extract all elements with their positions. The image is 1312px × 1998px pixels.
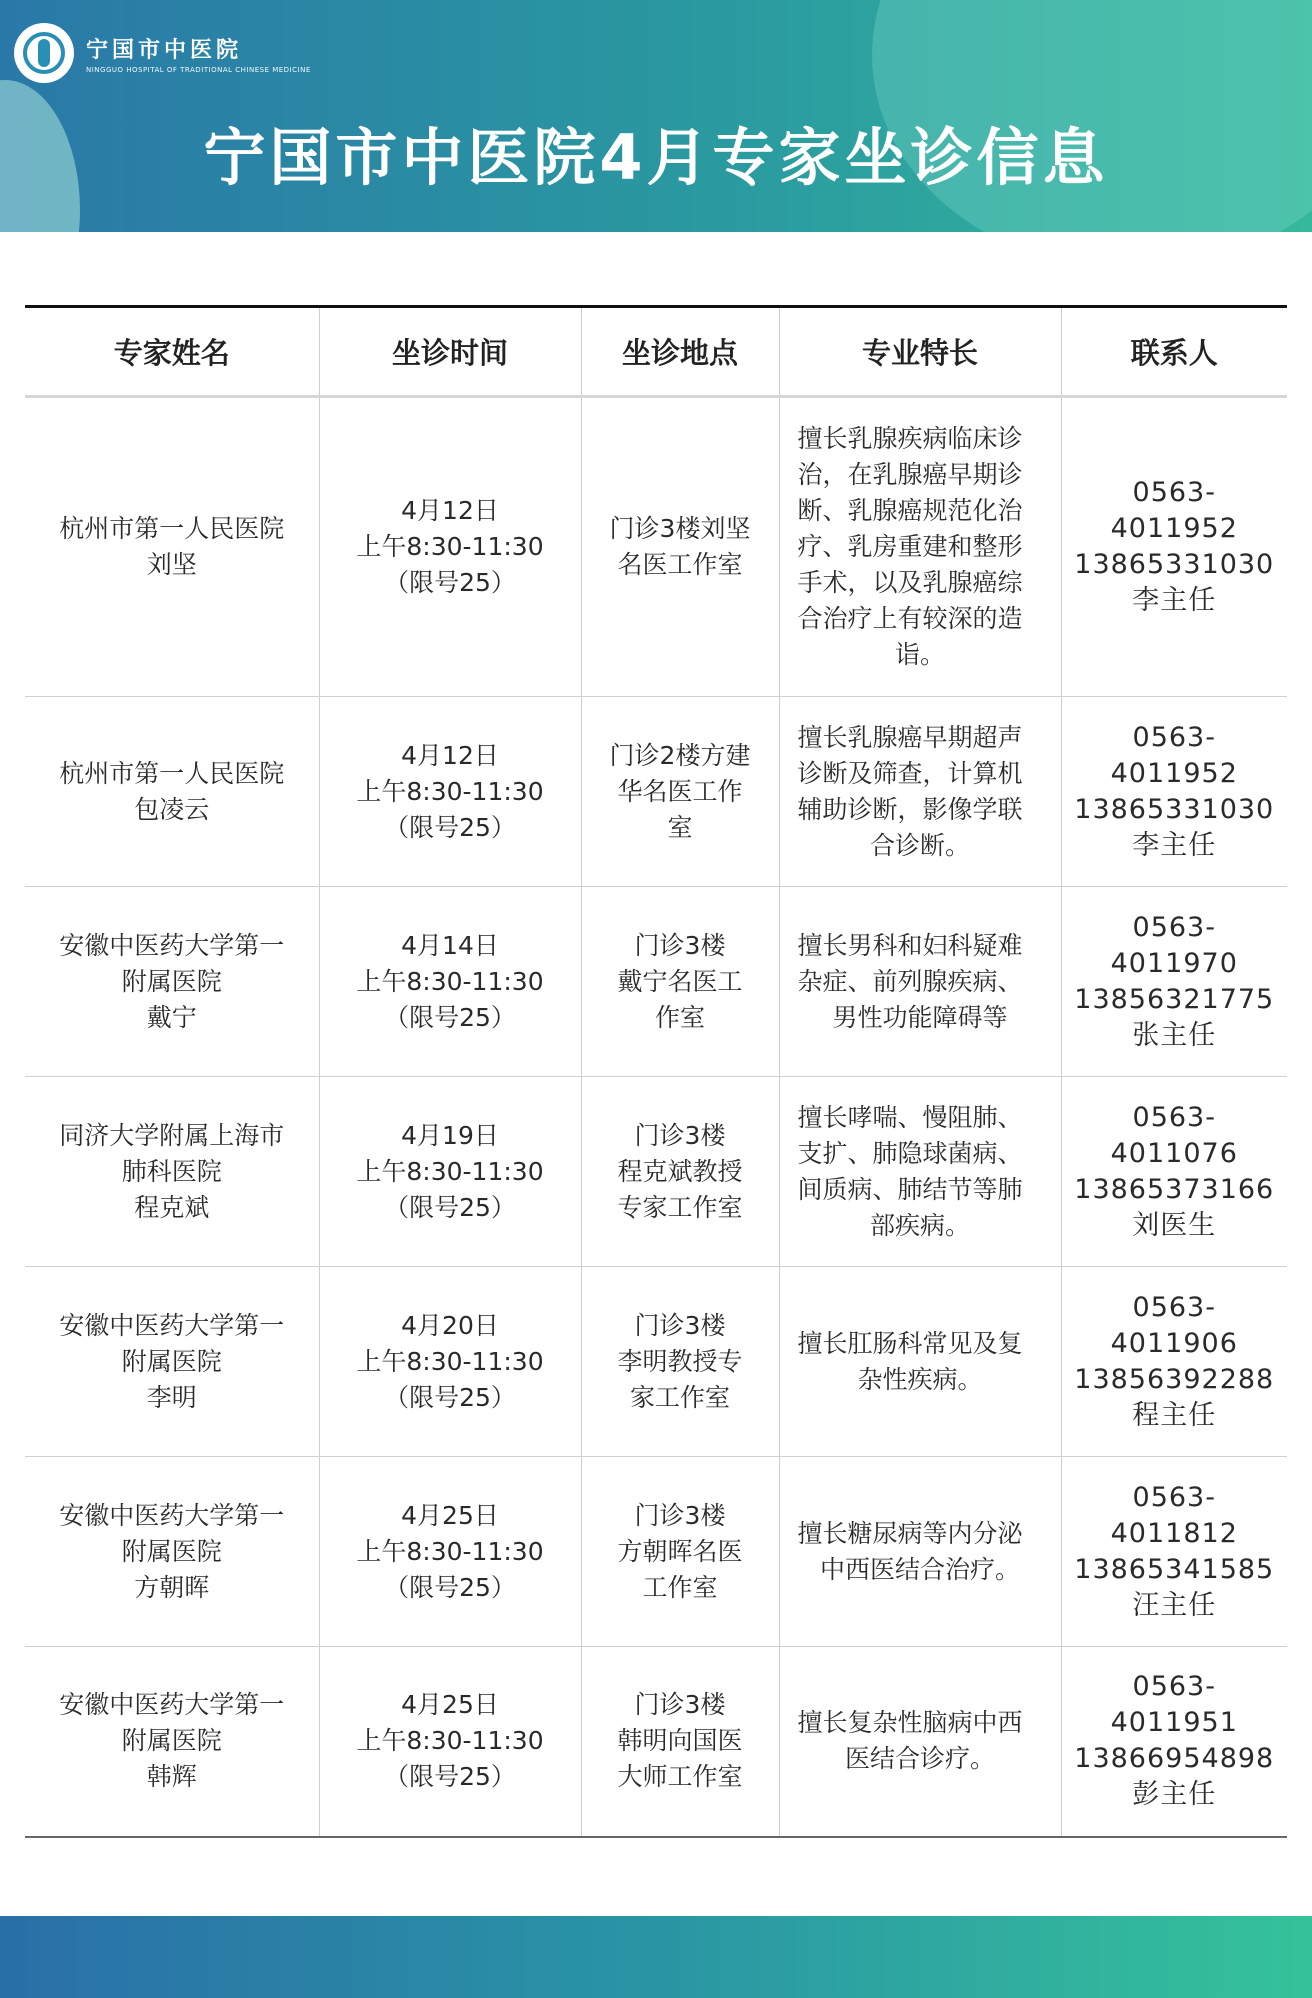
cell-specialty: 擅长复杂性脑病中西医结合诊疗。: [779, 1647, 1061, 1837]
header-clinic-time: 坐诊时间: [319, 307, 581, 397]
logo-text: [86, 33, 311, 74]
header-banner: [0, 0, 1312, 232]
cell-contact: [1061, 397, 1287, 697]
table-row: [25, 1077, 1287, 1267]
cell-clinic-location-line: 家工作室: [629, 1382, 730, 1412]
cell-clinic-location-line: 门诊3楼: [634, 1500, 726, 1530]
cell-clinic-time-line: （限号25）: [384, 1572, 516, 1602]
cell-expert-name: [25, 887, 319, 1077]
cell-clinic-location: [581, 1077, 779, 1267]
cell-expert-name-line: 安徽中医药大学第一: [59, 930, 285, 960]
cell-clinic-location-line: 门诊3楼刘坚: [609, 514, 751, 543]
cell-contact-line: 13856392288: [1074, 1363, 1275, 1395]
cell-expert-name-line: 附属医院: [121, 1726, 222, 1756]
table-header-row: [25, 307, 1287, 397]
cell-expert-name-line: 安徽中医药大学第一: [59, 1690, 285, 1720]
cell-clinic-location-line: 韩明向国医: [617, 1726, 743, 1756]
cell-specialty: 擅长肛肠科常见及复杂性疾病。: [779, 1267, 1061, 1457]
cell-contact: [1061, 1647, 1287, 1837]
table-row: [25, 697, 1287, 887]
cell-clinic-time-line: （限号25）: [384, 568, 516, 597]
logo-english-name: NINGGUO HOSPITAL OF TRADITIONAL CHINESE MEDICINE: [86, 65, 311, 74]
header-clinic-location: 坐诊地点: [581, 307, 779, 397]
cell-contact-line: 0563-: [1132, 721, 1216, 753]
cell-contact-line: 汪主任: [1132, 1589, 1217, 1621]
cell-expert-name-line: 戴宁: [146, 1002, 197, 1032]
cell-clinic-time-line: 上午8:30-11:30: [356, 1536, 544, 1566]
cell-clinic-time-line: 上午8:30-11:30: [356, 776, 544, 806]
cell-specialty: 擅长乳腺癌早期超声诊断及筛查，计算机辅助诊断，影像学联合诊断。: [779, 697, 1061, 887]
cell-contact-line: 4011951: [1110, 1707, 1238, 1739]
cell-expert-name-line: 安徽中医药大学第一: [59, 1310, 285, 1340]
cell-clinic-location-line: 室: [667, 812, 693, 842]
cell-contact-line: 张主任: [1132, 1019, 1217, 1051]
cell-clinic-location: [581, 1647, 779, 1837]
cell-clinic-time-line: 上午8:30-11:30: [356, 1346, 544, 1376]
cell-clinic-location-line: 门诊3楼: [634, 1690, 726, 1720]
page-title: 宁国市中医院4月专家坐诊信息: [203, 121, 1109, 194]
cell-expert-name: [25, 1267, 319, 1457]
logo-name: 宁国市中医院: [86, 36, 243, 63]
cell-expert-name: [25, 697, 319, 887]
cell-clinic-time-line: （限号25）: [384, 812, 516, 842]
cell-clinic-time-line: 4月20日: [401, 1310, 499, 1340]
cell-expert-name-line: 附属医院: [121, 966, 222, 996]
cell-expert-name-line: 李明: [146, 1382, 197, 1412]
cell-clinic-time-line: （限号25）: [384, 1762, 516, 1792]
cell-clinic-location-line: 方朝晖名医: [617, 1536, 743, 1566]
cell-contact-line: 0563-: [1132, 911, 1216, 943]
cell-clinic-location-line: 华名医工作: [617, 776, 743, 806]
cell-expert-name-line: 包凌云: [134, 794, 210, 824]
cell-clinic-time-line: 上午8:30-11:30: [356, 1726, 544, 1756]
cell-contact-line: 4011952: [1110, 757, 1238, 789]
cell-contact-line: 13865331030: [1074, 549, 1275, 580]
cell-clinic-time-line: 4月25日: [401, 1690, 499, 1720]
cell-clinic-location-line: 门诊3楼: [634, 930, 726, 960]
cell-clinic-location: [581, 887, 779, 1077]
cell-clinic-time: [319, 1457, 581, 1647]
hospital-emblem-icon: [14, 23, 74, 83]
cell-clinic-location-line: 名医工作室: [617, 550, 743, 579]
cell-contact: [1061, 1457, 1287, 1647]
cell-clinic-location: [581, 1457, 779, 1647]
cell-contact-line: 4011952: [1110, 513, 1238, 544]
cell-expert-name-line: 杭州市第一人民医院: [59, 514, 285, 543]
cell-clinic-time: [319, 697, 581, 887]
cell-clinic-location-line: 戴宁名医工: [617, 966, 743, 996]
cell-contact-line: 13856321775: [1074, 983, 1275, 1015]
cell-clinic-location-line: 专家工作室: [617, 1192, 743, 1222]
table-row: [25, 1457, 1287, 1647]
cell-clinic-location-line: 程克斌教授: [617, 1156, 743, 1186]
cell-clinic-location-line: 李明教授专: [617, 1346, 743, 1376]
cell-contact: [1061, 1077, 1287, 1267]
cell-clinic-time: [319, 397, 581, 697]
cell-clinic-location-line: 工作室: [642, 1572, 718, 1602]
cell-contact-line: 4011812: [1110, 1517, 1238, 1549]
cell-clinic-time-line: 4月25日: [401, 1500, 499, 1530]
cell-clinic-location: [581, 397, 779, 697]
cell-clinic-time-line: 上午8:30-11:30: [356, 532, 544, 561]
cell-expert-name: [25, 1457, 319, 1647]
cell-contact: [1061, 1267, 1287, 1457]
cell-clinic-time: [319, 1267, 581, 1457]
header-expert-name: 专家姓名: [25, 307, 319, 397]
cell-clinic-time-line: 4月12日: [401, 740, 499, 770]
schedule-table: [25, 305, 1287, 1838]
cell-contact-line: 4011906: [1110, 1327, 1238, 1359]
cell-expert-name-line: 肺科医院: [121, 1156, 222, 1186]
cell-specialty: 擅长男科和妇科疑难杂症、前列腺疾病、男性功能障碍等: [779, 887, 1061, 1077]
cell-clinic-time-line: 4月12日: [401, 496, 499, 525]
header-specialty: 专业特长: [779, 307, 1061, 397]
table-row: [25, 1647, 1287, 1837]
cell-clinic-location-line: 门诊3楼: [634, 1310, 726, 1340]
cell-clinic-location-line: 门诊3楼: [634, 1120, 726, 1150]
cell-contact-line: 程主任: [1132, 1399, 1217, 1431]
cell-specialty: 擅长哮喘、慢阻肺、支扩、肺隐球菌病、间质病、肺结节等肺部疾病。: [779, 1077, 1061, 1267]
cell-clinic-time-line: 上午8:30-11:30: [356, 1156, 544, 1186]
cell-expert-name-line: 同济大学附属上海市: [59, 1120, 285, 1150]
cell-clinic-time: [319, 887, 581, 1077]
cell-clinic-time: [319, 1647, 581, 1837]
cell-expert-name-line: 附属医院: [121, 1346, 222, 1376]
cell-contact-line: 0563-: [1132, 1101, 1216, 1133]
cell-contact-line: 13866954898: [1074, 1743, 1275, 1775]
cell-clinic-time: [319, 1077, 581, 1267]
cell-contact-line: 0563-: [1132, 1481, 1216, 1513]
table-row: [25, 887, 1287, 1077]
table-row: [25, 1267, 1287, 1457]
cell-expert-name-line: 杭州市第一人民医院: [59, 758, 285, 788]
footer-bar: [0, 1916, 1312, 1998]
cell-contact-line: 4011970: [1110, 947, 1238, 979]
cell-expert-name: [25, 1077, 319, 1267]
cell-specialty: 擅长糖尿病等内分泌中西医结合治疗。: [779, 1457, 1061, 1647]
cell-clinic-time-line: 上午8:30-11:30: [356, 966, 544, 996]
table-row: [25, 397, 1287, 697]
cell-clinic-location-line: 大师工作室: [617, 1762, 743, 1792]
cell-expert-name-line: 安徽中医药大学第一: [59, 1500, 285, 1530]
cell-expert-name-line: 韩辉: [146, 1762, 197, 1792]
cell-contact-line: 0563-: [1132, 1671, 1216, 1703]
cell-contact-line: 李主任: [1132, 829, 1217, 861]
cell-clinic-time-line: （限号25）: [384, 1192, 516, 1222]
cell-contact: [1061, 697, 1287, 887]
cell-contact-line: 4011076: [1110, 1137, 1238, 1169]
cell-clinic-time-line: 4月14日: [401, 930, 499, 960]
cell-expert-name-line: 附属医院: [121, 1536, 222, 1566]
cell-expert-name-line: 刘坚: [146, 550, 197, 579]
cell-contact-line: 彭主任: [1132, 1779, 1217, 1811]
cell-specialty: 擅长乳腺疾病临床诊治，在乳腺癌早期诊断、乳腺癌规范化治疗、乳房重建和整形手术，以及乳腺癌综合治疗上有较深的造诣。: [779, 397, 1061, 697]
cell-clinic-location-line: 门诊2楼方建: [609, 740, 751, 770]
cell-clinic-location: [581, 697, 779, 887]
cell-contact-line: 13865331030: [1074, 793, 1275, 825]
cell-expert-name: [25, 1647, 319, 1837]
cell-clinic-time-line: （限号25）: [384, 1382, 516, 1412]
cell-clinic-time-line: （限号25）: [384, 1002, 516, 1032]
cell-clinic-location-line: 作室: [654, 1002, 705, 1032]
cell-contact-line: 0563-: [1132, 1291, 1216, 1323]
cell-contact-line: 13865373166: [1074, 1173, 1275, 1205]
header-contact: 联系人: [1061, 307, 1287, 397]
table-body: [25, 397, 1287, 1837]
hospital-logo: [14, 22, 311, 84]
cell-contact-line: 0563-: [1132, 477, 1216, 508]
cell-contact-line: 刘医生: [1132, 1209, 1217, 1241]
cell-contact-line: 李主任: [1132, 585, 1217, 616]
cell-expert-name-line: 方朝晖: [134, 1572, 210, 1602]
schedule-table-wrap: [25, 305, 1287, 1838]
cell-clinic-time-line: 4月19日: [401, 1120, 499, 1150]
cell-contact: [1061, 887, 1287, 1077]
cell-clinic-location: [581, 1267, 779, 1457]
cell-contact-line: 13865341585: [1074, 1553, 1275, 1585]
cell-expert-name: [25, 397, 319, 697]
cell-expert-name-line: 程克斌: [134, 1192, 210, 1222]
